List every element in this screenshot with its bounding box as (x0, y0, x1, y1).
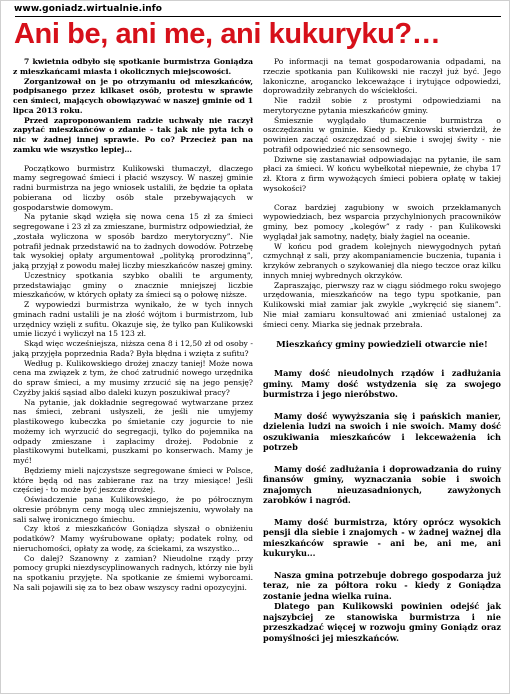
header-divider (15, 16, 501, 17)
body-paragraph: Zapraszając, pierwszy raz w ciągu siódmego roku swojego urzędowania, mieszkańców na tego typu spotkanie, pan Kulikowski miał zamiar jak zwykle „wykręcić się sianem”. Nie miał zamiaru konsultować ani zmieniać ustalonej za śmieci ceny. Miarka się jednak przebrała. (263, 280, 501, 329)
body-paragraph: Oświadczenie pana Kulikowskiego, że po półrocznym okresie próbnym ceny mogą ulec zmniejszeniu, wywołały na sali salwę ironicznego śmiechu. (13, 495, 253, 524)
body-paragraph: Co dalej? Szanowny z zamian? Nieudolne rządy przy pomocy grupki niezdyscyplinowanych radnych, którzy nie byli na spotkaniu przyjęte. Na spotkanie ze śmiemi wyborcami. Na sali pojawili się za to bez obaw wszyscy radni opozycyjni. (13, 553, 253, 592)
body-paragraph: Czy ktoś z mieszkańców Goniądza słyszał o obniżeniu podatków? Mamy wyśrubowane opłaty; podatek rolny, od nieruchomości, opłaty za wodę, za ściekami, za wszystko… (13, 524, 253, 553)
body-paragraph: Z wypowiedzi burmistrza wynikało, że w tych innych gminach radni ustalili je na złość wójtom i burmistrzom, lub urzędnicy wzięli z sufitu. Okazuje się, że tylko pan Kulikowski umie liczyć i wyliczył na 15 123 zł. (13, 300, 253, 339)
body-paragraph: Coraz bardziej zagubiony w swoich przekłamanych wypowiedziach, bez wsparcia przychylnionych pracowników gminy, bez pomocy „kolegów” z rady - pan Kulikowski wyglądał jak samotny, nadęty, biały żagiel na oceanie. (263, 202, 501, 241)
lead-paragraph: Zorganizował on je po otrzymaniu od mieszkańców, podpisanego przez kilkaset osób, protestu w sprawie cen śmieci, mających obowiązywać w naszej gminie od 1 lipca 2013 roku. (13, 76, 253, 115)
body-paragraph: Nie radził sobie z prostymi odpowiedziami na merytoryczne pytania mieszkańców gminy. (263, 96, 501, 115)
body-paragraph: Uczestnicy spotkania szybko obalili te argumenty, przedstawiając gminy o znacznie mniejszej liczbie mieszkańców, w których opłaty za śmieci są o połowę niższe. (13, 270, 253, 300)
statement-paragraph: Mamy dość burmistrza, który oprócz wysokich pensji dla siebie i znajomych - w żadnej ważnej dla mieszkańców sprawie - ani be, ani me, ani kukuryku... (263, 516, 501, 558)
body-paragraph: Według p. Kulikowskiego drożej znaczy taniej! Może nowa cena ma związek z tym, że choć zatrudnić nowego urzędnika do spraw śmieci, a my musimy zrzucić się na jego pensję? Czyżby jakiś sąsiad albo daleki kuzyn poszukiwał pracy? (13, 358, 253, 397)
right-column (263, 57, 501, 643)
body-paragraph: Na pytanie skąd wzięła się nowa cena 15 zł za śmieci segregowane i 23 zł za zmieszane, burmistrz odpowiedział, że „została wyliczona w sposób bardzo merytoryczny”. Nie potrafił jednak przedstawić na to żadnych dowodów. Potrzebę tak wysokiej opłaty argumentował „polityką prorodzinną”, jaką przyjął z powodu małej liczby mieszkańców naszej gminy. (13, 212, 253, 270)
body-paragraph: Będziemy mieli najczystsze segregowane śmieci w Polsce, które będą od nas zabierane raz na trzy miesiące! Jeśli częściej - to może być jeszcze drożej. (13, 465, 253, 495)
body-paragraph: Początkowo burmistrz Kulikowski tłumaczył, dlaczego mamy segregować śmieci i płacić wszyscy. W naszej gminie radni burmistrza na jego wniosek ustalili, że będzie ta opłata pobierana od liczby osób stale przebywających w gospodarstwie domowym. (13, 163, 253, 212)
left-column (13, 57, 253, 593)
body-paragraph: Dziwne się zastanawiał odpowiadając na pytanie, ile sam płaci za śmieci. W końcu wybełkotał niepewnie, że chyba 17 zł. Ktora z firm wywożących śmieci pobiera opłatę w takiej wysokości? (263, 154, 501, 193)
page-headline: Ani be, ani me, ani kukuryku?… (14, 18, 441, 50)
site-url: www.goniadz.wirtualnie.info (14, 4, 163, 14)
lead-paragraph: 7 kwietnia odbyło się spotkanie burmistrza Goniądza z mieszkańcami miasta i okolicznych miejscowości. (13, 57, 253, 76)
body-paragraph: W końcu pod gradem kolejnych niewygodnych pytań czmychnął z sali, przy akompaniamencie buczenia, tupania i krzyków zebranych o szykowaniej dla niego teczce oraz kilku innych mniej wybrednych okrzyków. (263, 241, 501, 280)
body-paragraph: Śmiesznie wyglądało tłumaczenie burmistrza o oszczędzaniu w gminie. Kiedy p. Krukowski stwierdził, że powinien zacząć oszczędzać od siebie i swojej świty - nie potrafił odpowiedzieć nic sensownego. (263, 115, 501, 154)
body-paragraph: Na pytanie, jak dokładnie segregować wytwarzane przez nas śmieci, zebrani usłyszeli, że jeśli nie umyjemy plastikowego kubeczka po śmietanie czy jogurcie to nie możemy ich wyrzucić do segregacji, tylko do pojemnika na odpady zmieszane i zapłacimy drożej. Podobnie z plastikowymi butelkami, puszkami po konserwach. Mamy je myć! (13, 397, 253, 465)
body-paragraph: Po informacji na temat gospodarowania odpadami, na rzeczie spotkania pan Kulikowski nie raczył już być. Jego lakoniczne, arogancko lekceważące i irytujące odpowiedzi, doprowadziły zebranych do wściekłości. (263, 57, 501, 96)
statement-paragraph: Mamy dość wywyższania się i pańskich manier, dzielenia ludzi na swoich i nie swoich. Mamy dość oszukiwania mieszkańców i lekceważenia ich potrzeb (263, 410, 501, 452)
body-paragraph: Skąd więc wcześniejsza, niższa cena 8 i 12,50 zł od osoby - jaką przyjęła poprzednia Rada? Była błędna i wzięta z sufitu? (13, 339, 253, 358)
lead-paragraph: Przed zaproponowaniem radzie uchwały nie raczył zapytać mieszkańców o zdanie - tak jak nie pyta ich o nic w żadnej innej sprawie. Po co? Przecież pan na zamku wie wszystko lepiej… (13, 115, 253, 154)
statement-paragraph: Mamy dość zadłużania i doprowadzania do ruiny finansów gminy, wyznaczania sobie i swoich znajomych nieuzasadnionych, zawyżonych zarobków i nagród. (263, 463, 501, 505)
statement-paragraph: Nasza gmina potrzebuje dobrego gospodarza już teraz, nie za półtora roku - kiedy z Goniądza zostanie jedna wielka ruina. (263, 569, 501, 601)
section-heading: Mieszkańcy gminy powiedzieli otwarcie nie! (276, 340, 488, 351)
statement-paragraph: Dlatego pan Kulikowski powinien odejść jak najszybciej ze stanowiska burmistrza i nie przeszkadzać więcej w rozwoju gminy Goniądz oraz pomyślności jej mieszkańców. (263, 601, 501, 643)
statement-paragraph: Mamy dość nieudolnych rządów i zadłużania gminy. Mamy dość wstydzenia się za swojego burmistrza i jego nieróbstwo. (263, 368, 501, 399)
